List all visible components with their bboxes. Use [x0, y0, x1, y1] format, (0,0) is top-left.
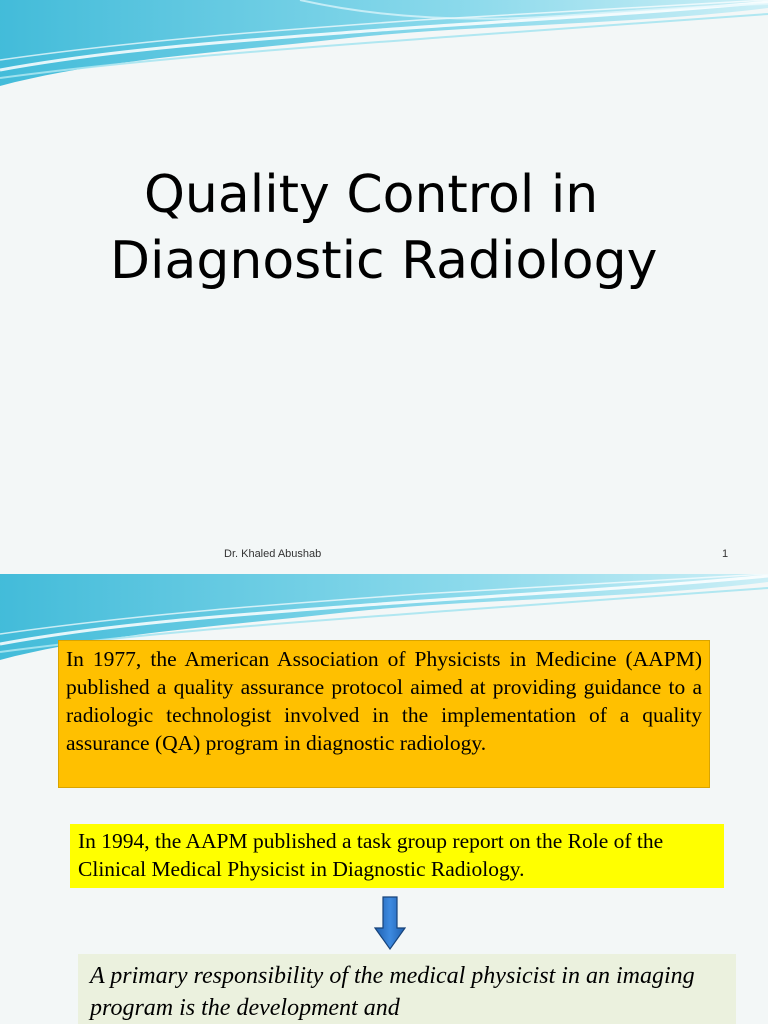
aapm-1994-textbox: In 1994, the AAPM published a task group report on the Role of the Clinical Medical Physicist in Diagnostic Radiology. [70, 824, 724, 888]
title-line-2: Diagnostic Radiology [110, 231, 658, 291]
title-line-1: Quality Control in [144, 165, 599, 225]
slide-2 [0, 574, 768, 1024]
wave-decoration-top [0, 0, 768, 90]
footer-author: Dr. Khaled Abushab [224, 548, 322, 560]
responsibility-textbox: A primary responsibility of the medical physicist in an imaging program is the development and [78, 954, 736, 1024]
down-arrow-icon [374, 896, 406, 950]
slide-title [110, 162, 750, 294]
aapm-1977-textbox: In 1977, the American Association of Physicists in Medicine (AAPM) published a quality assurance protocol aimed at providing guidance to a radiologic technologist involved in the implementation of a quality assurance (QA) program in diagnostic radiology. [58, 640, 710, 788]
footer-page-number: 1 [722, 548, 729, 560]
